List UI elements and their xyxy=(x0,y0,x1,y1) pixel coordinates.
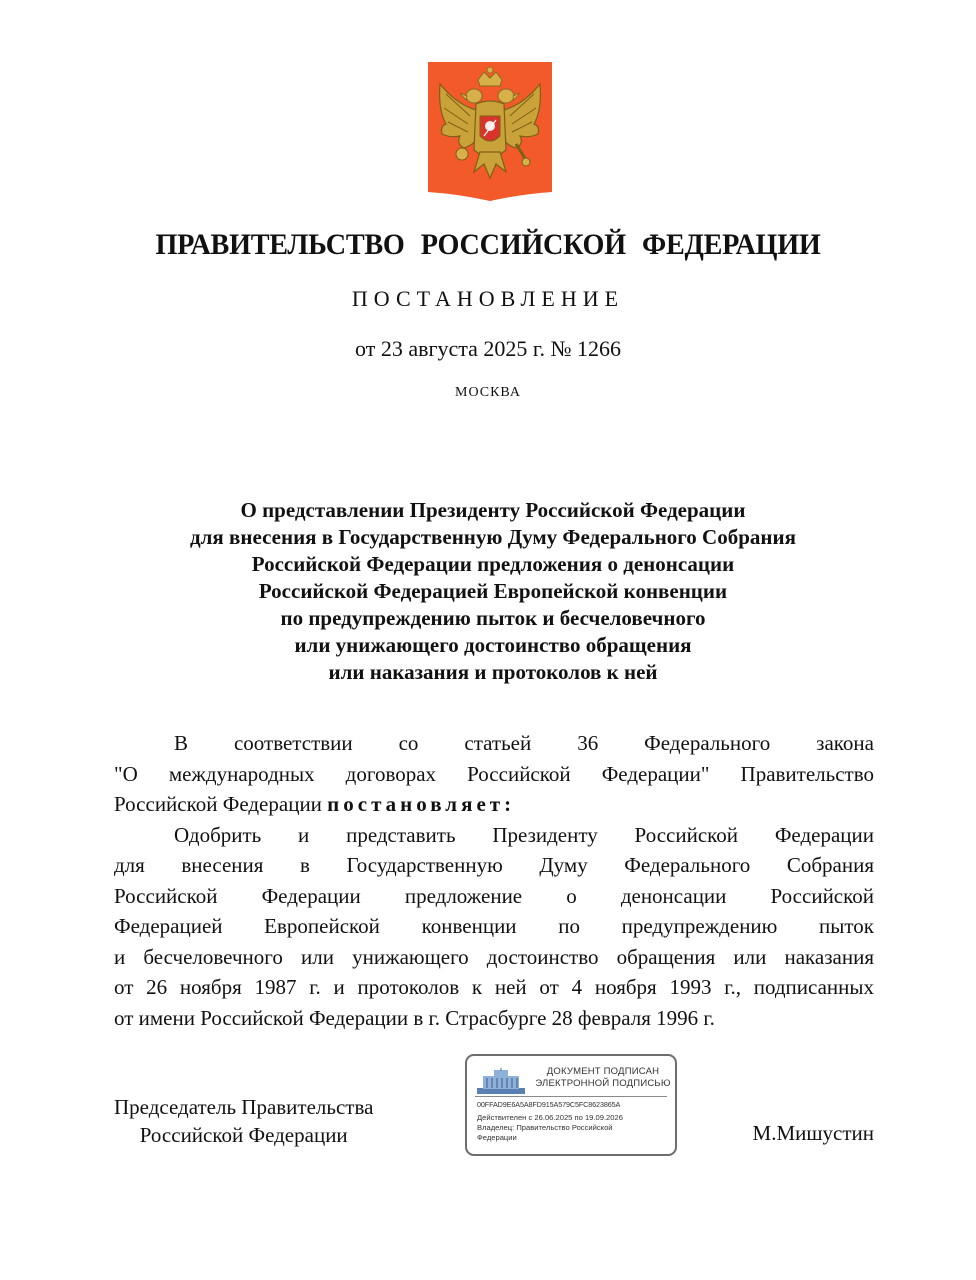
subject-line: или наказания и протоколов к ней xyxy=(328,660,658,684)
body-text-span: Российской Федерации xyxy=(114,792,322,816)
esign-title xyxy=(533,1066,673,1090)
esign-certificate: 00FFAD9E6A5A8FD915A579C5FC8623865A xyxy=(477,1100,621,1109)
subject-line: Российской Федерацией Европейской конвенции xyxy=(258,579,728,603)
subject-line: или унижающего достоинство обращения xyxy=(294,633,692,657)
body-line: от имени Российской Федерации в г. Страсбурге 28 февраля 1996 г. xyxy=(114,1005,715,1030)
esign-title-line: ДОКУМЕНТ ПОДПИСАН xyxy=(546,1066,660,1077)
resolution-keyword: постановляет: xyxy=(327,792,516,816)
subject-line: по предупреждению пыток и бесчеловечного xyxy=(280,606,706,630)
body-line: для внесения в Государственную Думу Федерального Собрания xyxy=(114,853,874,877)
body-line: Одобрить и представить Президенту Российской Федерации xyxy=(174,822,874,847)
body-line: Российской Федерации предложение о денонсации Российской xyxy=(114,883,874,908)
body-line: от 26 ноября 1987 г. и протоколов к ней от 4 ноября 1993 г., подписанных xyxy=(114,975,874,999)
body-line: В соответствии со статьей 36 Федерального закона xyxy=(174,731,874,755)
body-line: и бесчеловечного или унижающего достоинство обращения или наказания xyxy=(114,944,874,969)
esign-validity: Действителен с 26.06.2025 по 19.09.2026 xyxy=(477,1113,623,1122)
esign-owner: Владелец: Правительство Российской Федерации xyxy=(477,1123,613,1142)
document-city: МОСКВА xyxy=(455,385,521,400)
electronic-signature-stamp xyxy=(465,1054,677,1156)
document-type: ПОСТАНОВЛЕНИЕ xyxy=(351,286,625,311)
body-line: Федерацией Европейской конвенции по предупреждению пыток xyxy=(114,914,874,938)
subject-line: для внесения в Государственную Думу Федерального Собрания xyxy=(190,525,796,549)
body-line xyxy=(114,789,874,820)
esign-divider xyxy=(475,1096,667,1097)
esign-title-line: ЭЛЕКТРОННОЙ ПОДПИСЬЮ xyxy=(535,1078,671,1089)
resolution-paragraph xyxy=(114,820,874,1034)
document-date-number: от 23 августа 2025 г. № 1266 xyxy=(355,336,621,361)
subject-line: О представлении Президенту Российской Федерации xyxy=(240,498,746,522)
preamble-paragraph xyxy=(114,728,874,820)
document-subject xyxy=(100,497,886,686)
signer-position-line: Российской Федерации xyxy=(139,1123,348,1147)
signer-name: М.Мишустин xyxy=(752,1121,874,1145)
signer-position-line: Председатель Правительства xyxy=(114,1095,374,1119)
body-line: "О международных договорах Российской Федерации" Правительство xyxy=(114,761,874,786)
coat-of-arms-icon xyxy=(426,60,554,202)
government-building-icon xyxy=(477,1068,525,1094)
subject-line: Российской Федерации предложения о денонсации xyxy=(251,552,735,576)
government-title: ПРАВИТЕЛЬСТВО РОССИЙСКОЙ ФЕДЕРАЦИИ xyxy=(155,228,821,261)
document-body xyxy=(114,728,874,1033)
signer-position xyxy=(114,1093,373,1149)
